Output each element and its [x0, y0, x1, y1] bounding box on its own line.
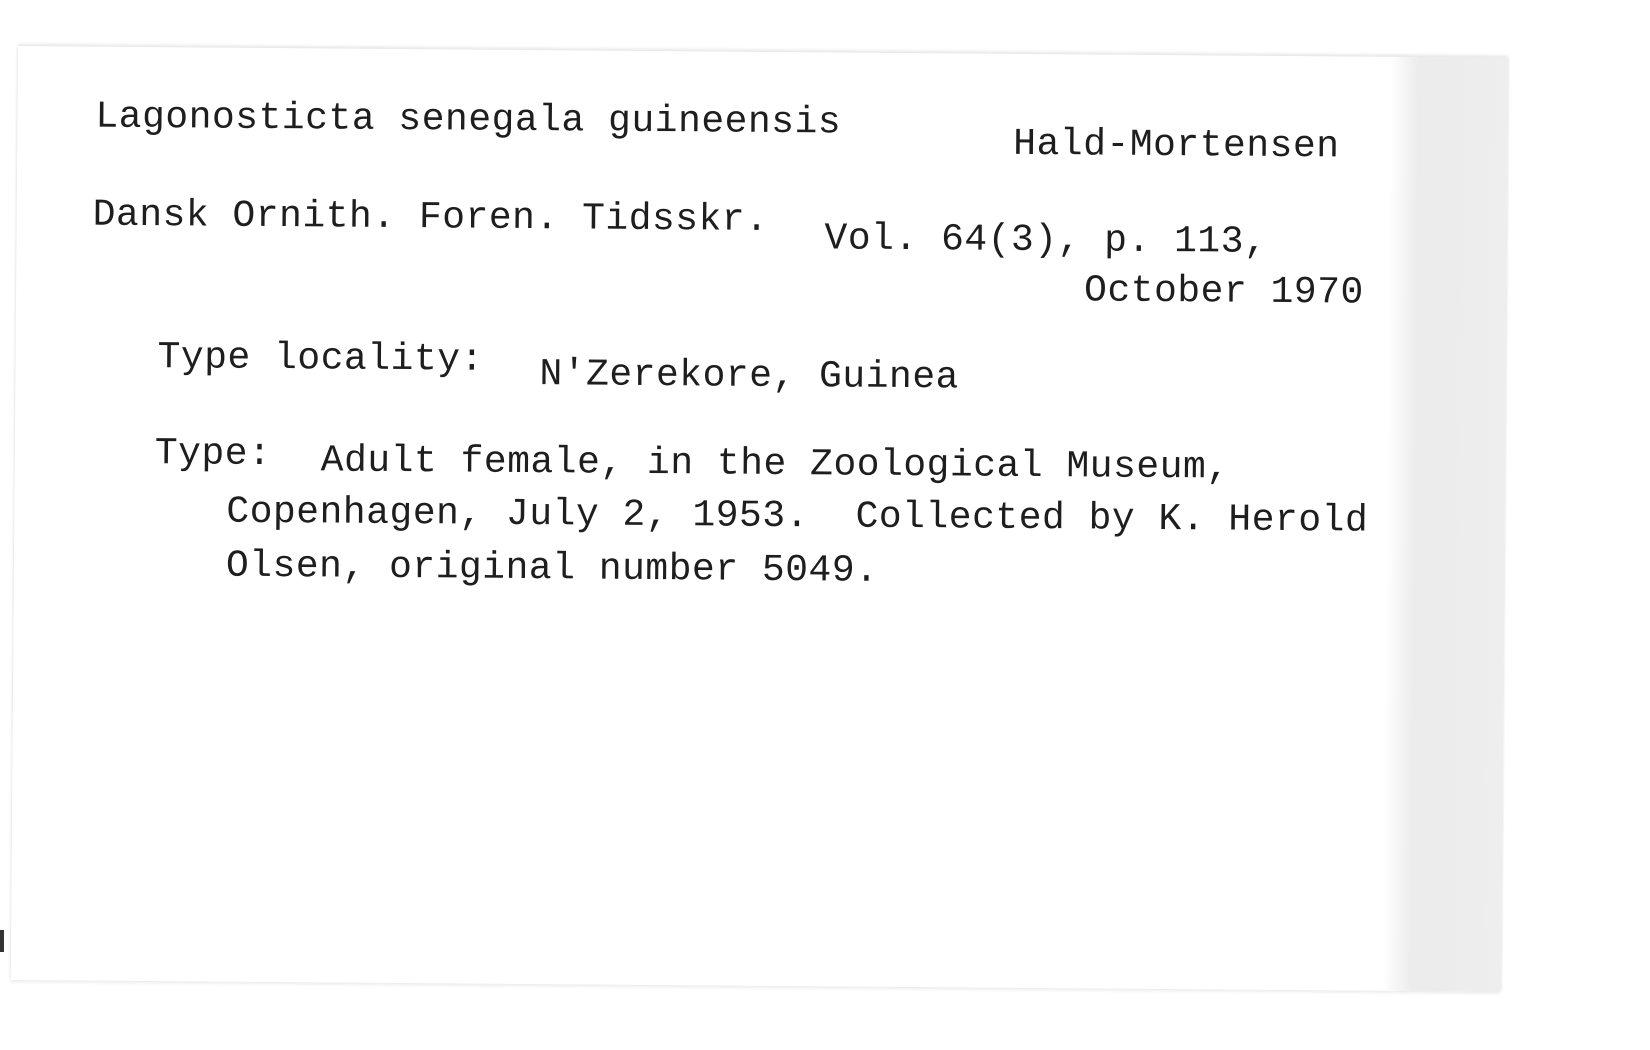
- publication-date: October 1970: [1083, 269, 1364, 315]
- species-name: Lagonosticta senegala guineensis: [95, 95, 842, 145]
- author-name: Hald-Mortensen: [1013, 122, 1340, 169]
- type-description-line-3: Olsen, original number 5049.: [225, 544, 879, 593]
- volume-page: Vol. 64(3), p. 113,: [824, 217, 1268, 264]
- type-locality-value: N'Zerekore, Guinea: [539, 353, 960, 400]
- type-label: Type:: [154, 432, 272, 477]
- type-locality-label: Type locality:: [157, 336, 484, 382]
- type-description-line-2: Copenhagen, July 2, 1953. Collected by K. Herold: [226, 490, 1369, 543]
- index-card: [11, 46, 1508, 992]
- scan-edge-mark: [0, 930, 4, 952]
- type-description-line-1: Adult female, in the Zoological Museum,: [320, 439, 1230, 490]
- journal-citation: Dansk Ornith. Foren. Tidsskr.: [92, 193, 769, 242]
